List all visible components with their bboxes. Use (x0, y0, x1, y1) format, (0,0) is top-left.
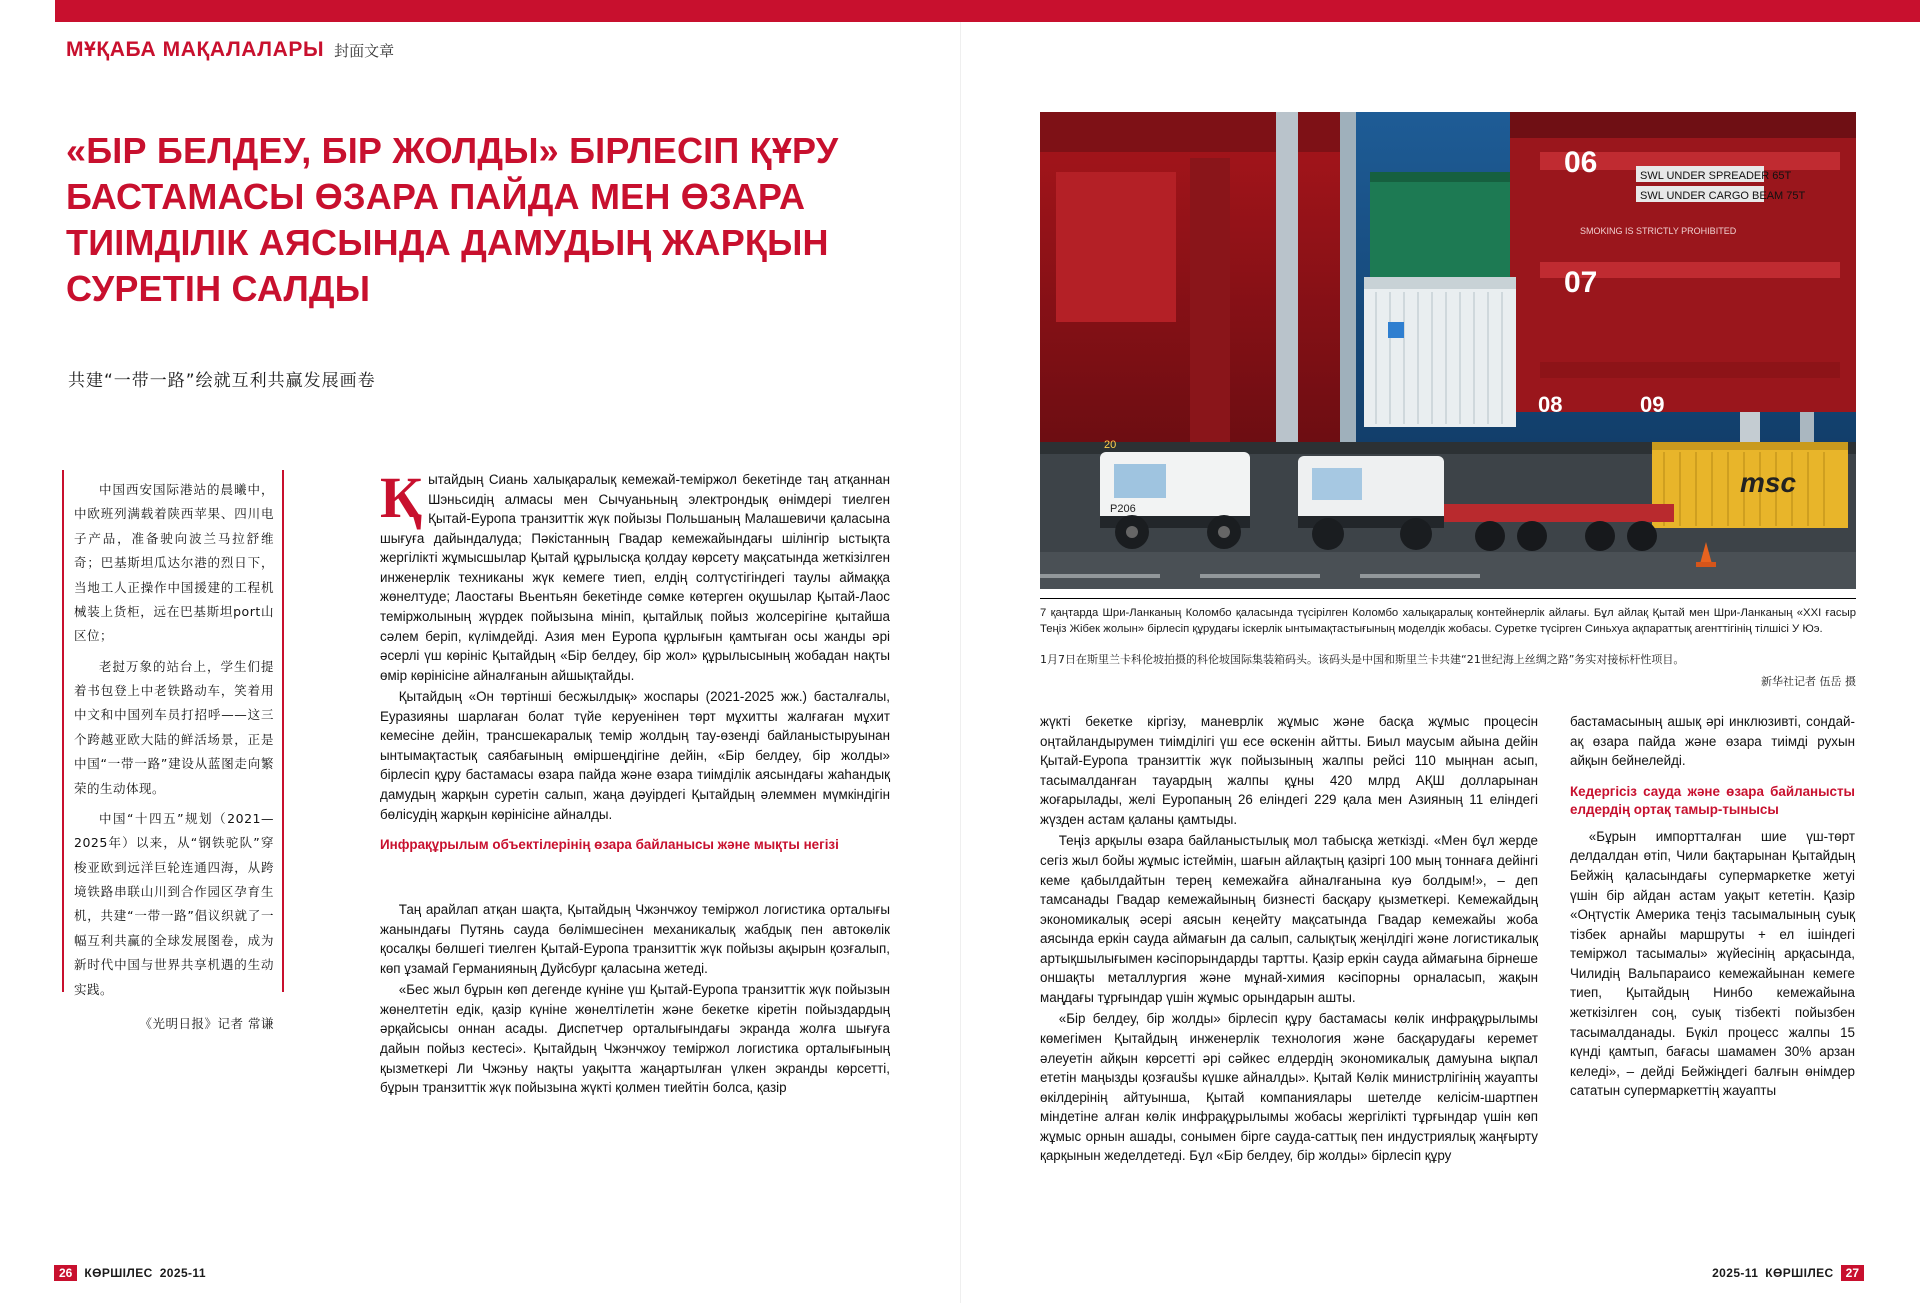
photo-caption-cn: 1月7日在斯里兰卡科伦坡拍摄的科伦坡国际集装箱码头。该码头是中国和斯里兰卡共建“21世纪海上丝绸之路”务实对接标杆性项目。 (1040, 653, 1685, 666)
svg-text:P206: P206 (1110, 503, 1136, 515)
svg-text:SWL UNDER SPREADER 65T: SWL UNDER SPREADER 65T (1640, 170, 1792, 182)
photo-illustration (1040, 112, 1856, 589)
top-bar-notch (0, 0, 55, 22)
svg-text:07: 07 (1564, 266, 1598, 299)
body-paragraph: «Бір белдеу, бір жолды» бірлесіп құру бастамасы көлік инфрақұрылымы көмегімен Қытайдың инженерлік технология және басқарудағы керемет әлеуетін айқын көрсетті әрі сәйкес елдердің экономикалық дамуына ықпал ететін маңызды қозғаušы күшке айналды». Қытай Көлік министрлігінің жауапты өкілдерінің айтуынша, Қытай компаниялары шетелде келісім-шартпен міндетіне алған көлік инфрақұрылымы жобасы жергілікті тұрғындар үшін көп жұмыс орнын ашады, сонымен бірге сауда-саттық пен индустриялық жаңғырту қарқынын жеделдетеді. Бұл «Бір белдеу, бір жолды» бірлесіп құру (1040, 1011, 1538, 1164)
svg-text:SWL UNDER CARGO BEAM 75T: SWL UNDER CARGO BEAM 75T (1640, 190, 1806, 202)
page-subtitle-cn: 共建“一带一路”绘就互利共赢发展画卷 (68, 371, 376, 391)
body-paragraph: бастамасының ашық әрі инклюзивті, сондай-ақ өзара пайда және өзара тиімді рухын айқын бейнелейді. (1570, 714, 1855, 769)
lead-photo (1040, 112, 1856, 589)
lede-text: ытайдың Сиань халықаралық кемежай-теміржол бекетінде таң атқаннан Шэньсидің алмасы мен Сычуаньның электрондық өнімдері тиелген Қытай-Еуропа транзиттік жүк пойызы Польшаның Малашевичи қаласына шығуға дайындалуда; Пәкістанның Гвадар кемежайындағы шілінгір ыстықта жергілікті жұмысшылар Қытай құрылысқа қолдау көрсету мақсатында жеткізілген инженерлік техниканы жүк кемеге тиеп, елдің солтүстігіндегі таулы аймаққа жөнелтуде; Лаостағы Вьентьян бекетінде сөмке көтерген оқушылар Қытай-Лаос теміржолының жүрдек пойызына мініп, қытайлық пойыз жолсерігіне қытайша сәлем беріп, күлімдейді. Азия мен Еуропа құрлығын қамтыған осы жанды әрі әсерлі үш көрініс Қытайдың «Бір белдеу, бір жол» құрылысының жобадан нақты өмір көрінісіне айналғанын айшықтайды. (380, 472, 890, 683)
magazine-name-left: КӨРШІЛЕС (84, 1266, 153, 1280)
lede-paragraph (380, 465, 890, 685)
page-number-right: 27 (1841, 1265, 1864, 1281)
issue-right: 2025-11 (1712, 1266, 1759, 1280)
svg-text:20: 20 (1104, 439, 1117, 451)
body-paragraph: Қытайдың «Он төртінші бесжылдық» жоспары (2021-2025 жж.) басталғалы, Еуразияны шарлаған болат түйе керуенінен төрт мұхитты жалғаған мұхит кемесіне дейін, трансшекаралық темір жолдың тау-өзенді байланыстыруынан ынтымақтастық саябағының өміршеңдігіне дейін, «Бір белдеу, бір жолды» бірлесіп құру бастамасы өзара пайда және өзара тиімділік аясындағы жаһандық дамудың жарқын суретін салып, жаңа дәуірдегі Қытайдың әлеммен мүмкіндігін бөлісудің жарқын көрінісіне айналды. (380, 689, 890, 822)
body-column-4 (1570, 712, 1855, 1103)
svg-text:09: 09 (1640, 392, 1665, 417)
sidebar-byline: 《光明日报》记者 常谦 (139, 1015, 274, 1031)
sidebar-rule-left (62, 470, 64, 992)
kicker-label-kz: МҰҚАБА МАҚАЛАЛАРЫ (66, 38, 325, 61)
body-paragraph: «Бұрын импортталған шие үш-төрт делдалдан өтіп, Чили бақтарынан Қытайдың Бейжің қаласындағы супермаркетке жетуі үшін бір айдан астам уақыт кететін. Қазір «Оңтүстік Америка теңіз тасымалының суық тізбек арнайы маршруты + ел ішіндегі теміржол тасымалы» жүйесінің арқасында, Чилидің Вальпараисо кемежайынан кемеге тиеп, Қытайдың Нинбо кемежайына жеткізілген соң, суық тізбекті пойызбен тасымалданады. Бүкіл процесс жалпы 15 күнді қамтып, бағасы шамамен 30% арзан келеді», – дейді Бейжіңдегі балғын өнімдер сататын супермаркеттің жауапты (1570, 828, 1855, 1099)
footer-right (1712, 1265, 1864, 1281)
caption-text-kz: 7 қаңтарда Шри-Ланканың Коломбо қаласында түсірілген Коломбо халықаралық контейнерлік айлағы. Бұл айлақ Қытай мен Шри-Ланканың «ХХІ ғасыр Теңіз Жібек жолын» бірлесіп құрудағы іскерлік ынтымақтастығының моделдік жобасы. Суретке түсірген Синьхуа ақпараттық агенттігінің тілшісі У Юэ. (1040, 607, 1856, 636)
svg-text:SMOKING IS STRICTLY PROHIBITED: SMOKING IS STRICTLY PROHIBITED (1580, 226, 1737, 236)
footer-left (54, 1265, 206, 1281)
body-column-1 (380, 465, 890, 862)
top-red-bar (0, 0, 1920, 22)
photo-caption-kz (1040, 598, 1856, 637)
sidebar-paragraph: 中国西安国际港站的晨曦中，中欧班列满载着陕西苹果、四川电子产品，准备驶向波兰马拉舒维奇；巴基斯坦瓜达尔港的烈日下，当地工人正操作中国援建的工程机械装上货柜，远在巴基斯坦port山区位； (74, 482, 274, 644)
body-paragraph: «Бес жыл бұрын көп дегенде күніне үш Қытай-Еуропа транзиттік жүк пойызын жөнелтетін едік, қазір күніне жөнелтілетін және бекетке кіретін пойыздардың әрқайсысы оннан асады. Диспетчер орталығындағы экранда жолға шығуға дайын пойыз кестесі». Қытайдың Чжэнчжоу теміржол логистика орталығының қызметкері Ли Чжэньу нақты уақытта жаңартылған үлкен экранды көрсетті, бұрын транзиттік жүк пойызына жүкті қолмен тиейтін болса, қазір (380, 982, 890, 1096)
issue-left: 2025-11 (159, 1266, 206, 1280)
page-gutter (960, 22, 961, 1303)
svg-text:msc: msc (1740, 467, 1797, 498)
section-kicker (66, 38, 394, 62)
page-number-left: 26 (54, 1265, 77, 1281)
caption-rule (1040, 598, 1856, 599)
svg-text:06: 06 (1564, 146, 1598, 179)
subheading: Инфрақұрылым объектілерінің өзара байланысы және мықты негізі (380, 837, 839, 853)
page-title: «БІР БЕЛДЕУ, БІР ЖОЛДЫ» БІРЛЕСІП ҚҰРУ БАСТАМАСЫ ӨЗАРА ПАЙДА МЕН ӨЗАРА ТИІМДІЛІК АЯСЫНДА ДАМУДЫҢ ЖАРҚЫН СУРЕТІН САЛДЫ (66, 130, 839, 310)
body-paragraph: Теңіз арқылы өзара байланыстылық мол табысқа жеткізді. «Мен бұл жерде сегіз жыл бойы жұмыс істеймін, шағын айлақтың қазіргі 100 мың тоннаға дейінгі кеме қабылдайтын терең кемежайға айналғанына куә болдым!», – деп тамсанады Гвадар кемежайының бизнесті басқару қызметкері. Кемежайдың экономикалық әсері аясын кеңейту мақсатында Гвадар кемежайы жоба аясында еркін сауда аймағын да салып, салықтық жеңілдігі және логистикалық артықшылығымен кәсіпорындарды тартты. Қазір еркін сауда аймағына бірнеше оншақты металлургия және мұнай-химия кәсіпорны орналасып, жақын маңдағы тұрғындар үшін жұмыс орындарын ашты. (1040, 833, 1538, 1005)
sidebar-rule-right (282, 470, 284, 992)
body-paragraph: жүкті бекетке кіргізу, маневрлік жұмыс және басқа жұмыс процесін оңтайландырумен тиімділігі үш есе өскенін айтты. Биыл маусым айына дейін Қытай-Еуропа транзиттік жүк пойызының жалпы рейсі 110 мыңнан асып, тасымалданған тауардың жалпы құны 420 млрд АҚШ долларынан жоғарылады, желі Еуропаның 26 еліндегі 229 қала мен Азияның 11 еліндегі жүзден астам қаланы қамтыды. (1040, 714, 1538, 827)
photo-credit: 新华社记者 伍岳 摄 (1761, 675, 1856, 688)
body-column-2 (380, 900, 890, 1100)
kicker-label-cn: 封面文章 (334, 42, 395, 60)
drop-cap: Қ (380, 465, 423, 530)
body-column-3 (1040, 712, 1538, 1168)
subheading: Кедергісіз сауда және өзара байланысты елдердің ортақ тамыр-тынысы (1570, 783, 1855, 817)
svg-text:08: 08 (1538, 392, 1563, 417)
sidebar-paragraph: 老挝万象的站台上，学生们提着书包登上中老铁路动车，笑着用中文和中国列车员打招呼——这三个跨越亚欧大陆的鲜活场景，正是中国“一带一路”建设从蓝图走向繁荣的生动体现。 (74, 658, 274, 796)
body-paragraph: Таң арайлап атқан шақта, Қытайдың Чжэнчжоу теміржол логистика орталығы жанындағы Путянь сауда бөлімшесінен механикалық жабдық пен автокөлік қосалқы бөлшегі тиелген Қытай-Еуропа транзиттік жүк пойызы ақырын қозғалып, көп ұзамай Германияның Дуйсбург қаласына жетеді. (380, 902, 890, 976)
sidebar-standfirst (74, 478, 274, 1042)
sidebar-paragraph: 中国“十四五”规划（2021—2025年）以来，从“钢铁驼队”穿梭亚欧到远洋巨轮连通四海，从跨境铁路串联山川到合作园区孕育生机，共建“一带一路”倡议织就了一幅互利共赢的全球发展图卷，成为新时代中国与世界共享机遇的生动实践。 (74, 810, 274, 997)
magazine-name-right: КӨРШІЛЕС (1765, 1266, 1834, 1280)
